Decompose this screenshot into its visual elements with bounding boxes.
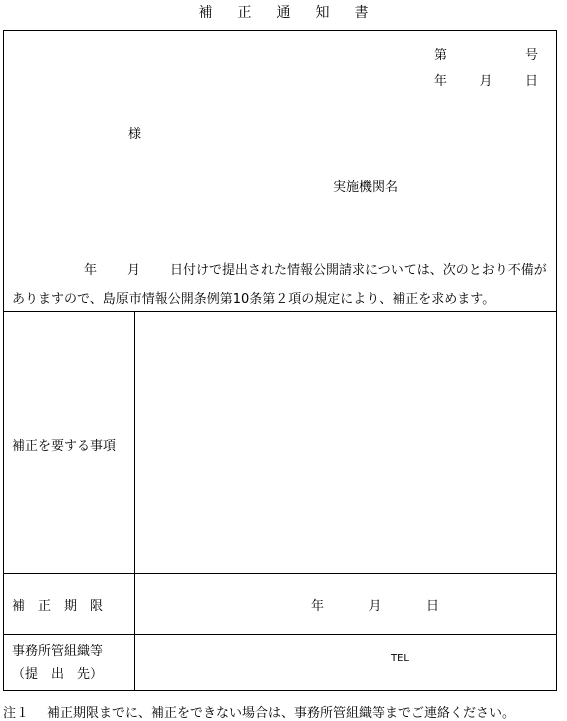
number-suffix: 号 [524, 48, 538, 63]
matters-label: 補正を要する事項 [12, 439, 117, 454]
number-prefix: 第 [434, 48, 448, 63]
issuer-label: 実施機関名 [333, 180, 399, 195]
body-year: 年 [84, 263, 98, 278]
office-label: 事務所管組織等 [12, 644, 104, 659]
footnote [3, 702, 515, 721]
deadline-date [311, 595, 439, 614]
issue-date-day: 日 [524, 74, 538, 89]
column-divider [134, 311, 135, 690]
footnote-text: 補正期限までに、補正をできない場合は、事務所管組織等までご連絡ください。 [47, 706, 516, 721]
notice-body [12, 256, 550, 314]
notice-form [3, 30, 557, 691]
document-number [434, 44, 538, 63]
row-divider-office [4, 634, 556, 635]
body-month: 月 [127, 263, 141, 278]
row-divider-deadline [4, 573, 556, 574]
addressee-suffix: 様 [128, 127, 142, 142]
issue-date-month: 月 [479, 74, 493, 89]
tel-label: TEL [391, 653, 409, 664]
deadline-day: 日 [425, 599, 439, 614]
body-text: 日付けで提出された情報公開請求については、次のとおり不備がありますので、島原市情報公開条例第10条第２項の規定により、補正を求めます。 [12, 263, 547, 307]
document-title: 補正通知書 [198, 5, 394, 21]
footnote-prefix: 注１ [3, 706, 30, 721]
deadline-label: 補 正 期 限 [12, 599, 104, 614]
deadline-year: 年 [311, 599, 325, 614]
office-label-sub: （提 出 先） [12, 667, 104, 682]
deadline-month: 月 [368, 599, 382, 614]
table-top-border [4, 311, 556, 312]
issue-date-year: 年 [434, 74, 448, 89]
issue-date [434, 70, 538, 89]
